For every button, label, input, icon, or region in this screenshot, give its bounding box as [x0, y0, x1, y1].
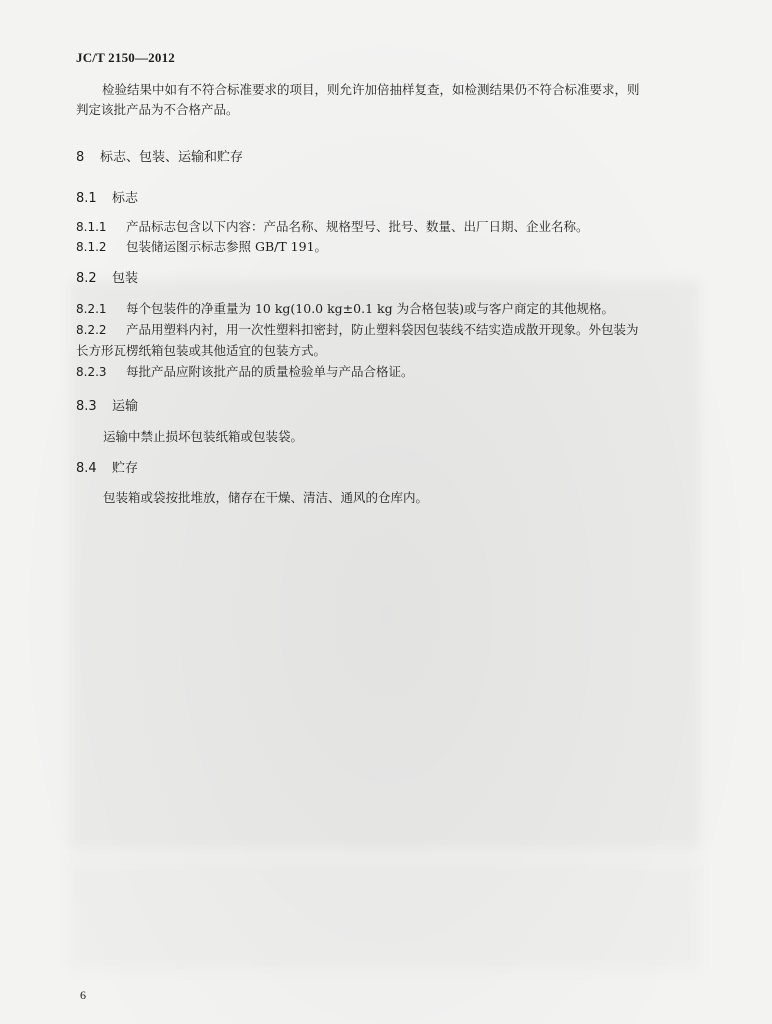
section-number: 8.1 [76, 191, 97, 206]
clause-text: 包装储运图示标志参照 GB/T 191。 [126, 239, 328, 254]
clause-8-1-2 [76, 237, 698, 257]
section-8-1-heading [76, 187, 138, 206]
intro-line-2: 判定该批产品为不合格产品。 [76, 102, 239, 117]
clause-text: 产品标志包含以下内容：产品名称、规格型号、批号、数量、出厂日期、企业名称。 [126, 219, 589, 234]
clause-8-1-1 [76, 217, 698, 237]
clause-number: 8.2.3 [76, 365, 107, 379]
clause-text: 产品用塑料内衬，用一次性塑料扣密封，防止塑料袋因包装线不结实造成散开现象。外包装为 [126, 322, 639, 337]
clause-8-2-3 [76, 362, 698, 382]
section-title: 贮存 [112, 461, 139, 476]
section-8-4-text: 包装箱或袋按批堆放，储存在干燥、清洁、通风的仓库内。 [103, 490, 429, 505]
clause-text: 每个包装件的净重量为 10 kg(10.0 kg±0.1 kg 为合格包装)或与客户商定的其他规格。 [126, 301, 614, 316]
clause-number: 8.2.2 [76, 323, 107, 337]
clause-text: 每批产品应附该批产品的质量检验单与产品合格证。 [126, 364, 414, 379]
clause-number: 8.2.1 [76, 302, 107, 316]
clause-8-2-1 [76, 299, 698, 319]
section-8-4-heading [76, 457, 138, 476]
intro-line-1: 检验结果中如有不符合标准要求的项目，则允许加倍抽样复查，如检测结果仍不符合标准要求，则 [102, 82, 640, 97]
section-number: 8.3 [76, 399, 97, 414]
clause-8-2-2-continued: 长方形瓦楞纸箱包装或其他适宜的包装方式。 [76, 343, 327, 358]
section-number: 8.2 [76, 271, 97, 286]
clause-number: 8.1.1 [76, 220, 107, 234]
section-title: 标志、包装、运输和贮存 [100, 150, 244, 165]
section-8-3-text: 运输中禁止损坏包装纸箱或包装袋。 [103, 429, 304, 444]
scan-shading-bottom [70, 860, 700, 970]
section-title: 运输 [112, 399, 139, 414]
section-number: 8.4 [76, 461, 97, 476]
section-title: 包装 [112, 271, 139, 286]
section-8-2-heading [76, 267, 138, 286]
section-title: 标志 [112, 191, 139, 206]
section-number: 8 [76, 150, 85, 165]
clause-8-2-2 [76, 320, 698, 340]
page-number: 6 [80, 988, 86, 1002]
standard-code: JC/T 2150—2012 [76, 50, 175, 65]
section-8-heading [76, 146, 243, 165]
clause-number: 8.1.2 [76, 240, 107, 254]
section-8-3-heading [76, 395, 138, 414]
